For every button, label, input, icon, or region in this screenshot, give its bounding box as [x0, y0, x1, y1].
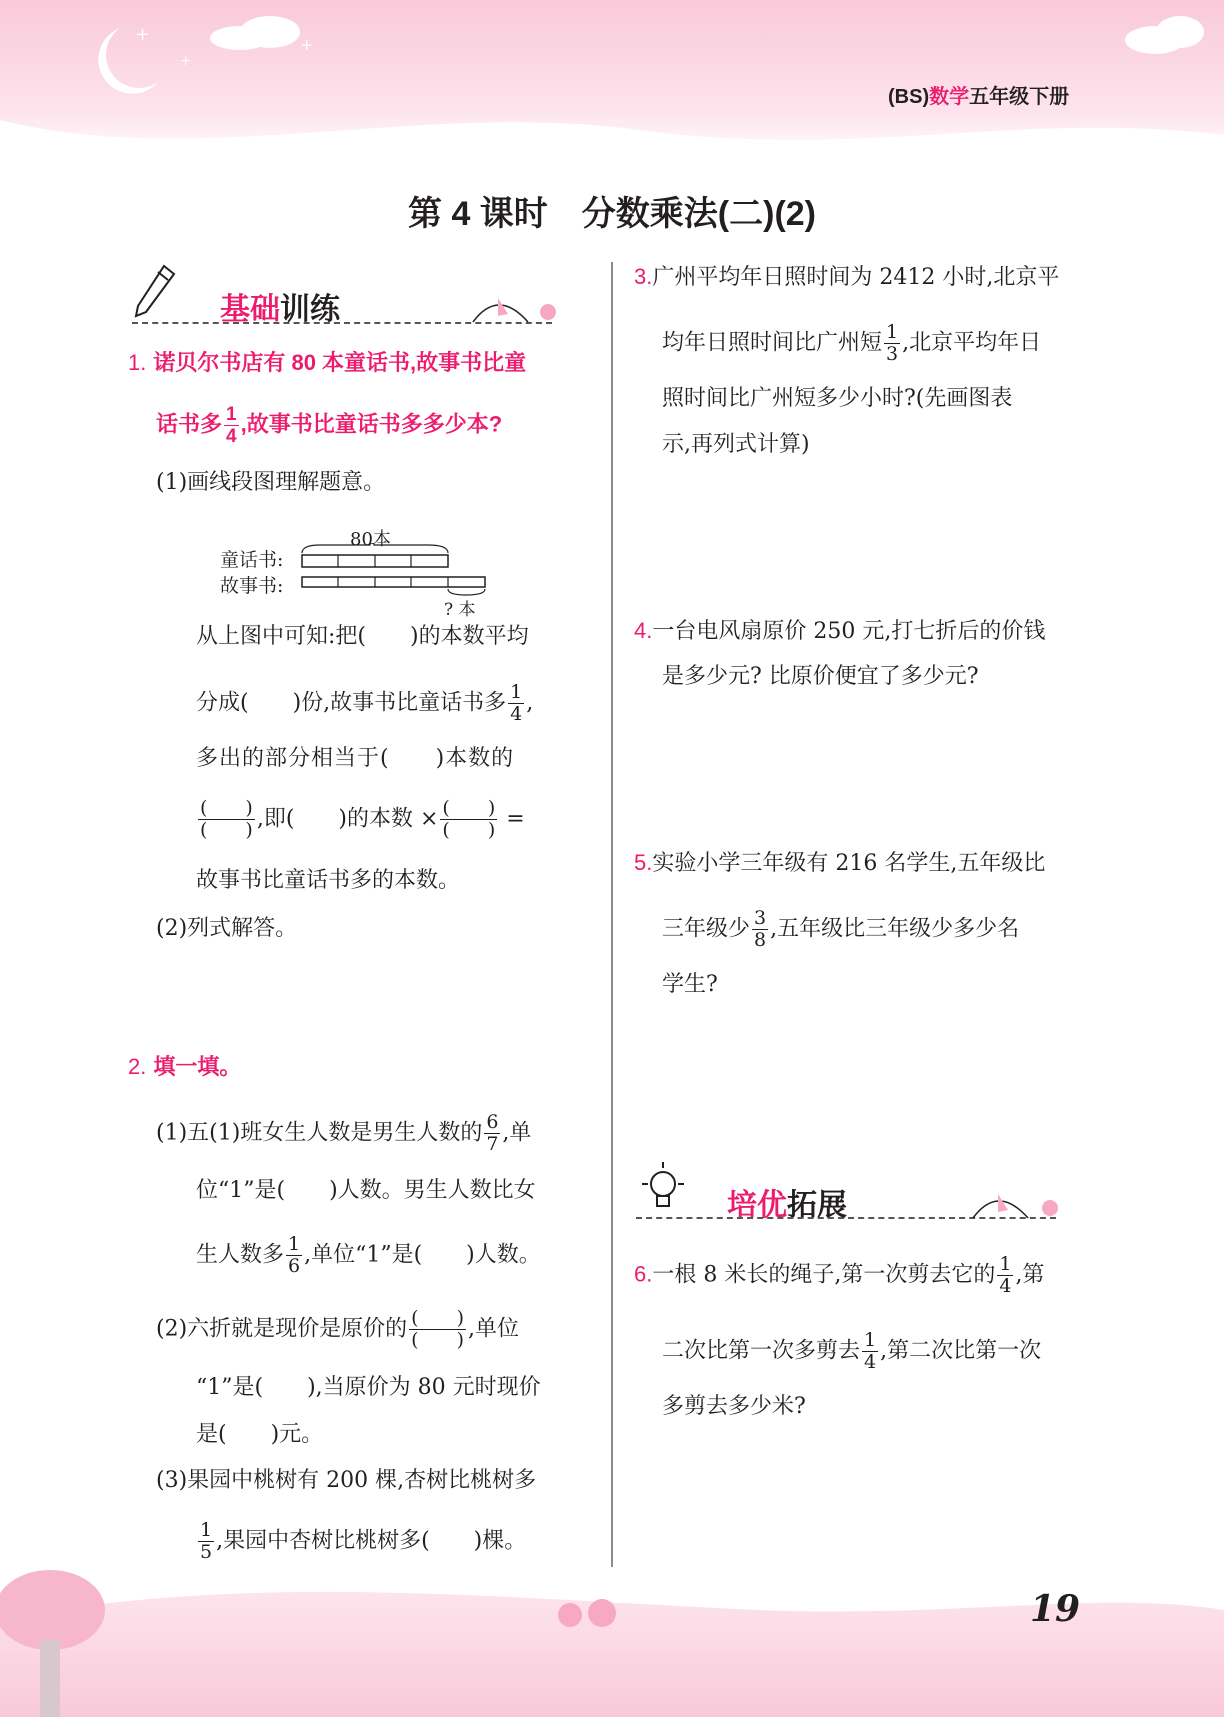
stars-icon — [130, 20, 330, 80]
q3-line3: 照时间比广州短多少小时?(先画图表 — [662, 386, 1013, 411]
q1-fill3: 多出的部分相当于( )本数的 — [196, 746, 515, 771]
q1-fill5: 故事书比童话书多的本数。 — [196, 868, 461, 893]
svg-text:+: + — [180, 53, 192, 69]
q1-fill2: 分成( )份,故事书比童话书多 $\frac{1}{4}$ , — [196, 681, 534, 725]
q1-sub2: (2)列式解答。 — [156, 916, 298, 941]
sailboat-icon — [968, 1180, 1068, 1220]
q6-line3: 多剪去多少米? — [662, 1394, 806, 1419]
q1-sub1: (1)画线段图理解题意。 — [156, 470, 386, 495]
section-basic-heading: 基础训练 — [220, 293, 340, 326]
fraction: $\frac{1}{3}$ — [886, 321, 899, 365]
lightbulb-icon — [636, 1160, 690, 1216]
q1-fill4: $\frac{( )}{( )}$ ,即( )的本数 × $\frac{( )}{( )}$ = — [200, 797, 525, 841]
q3-line2: 均年日照时间比广州短 $\frac{1}{3}$ ,北京平均年日 — [662, 321, 1042, 365]
q4-line1: 4.一台电风扇原价 250 元,打七折后的价钱 — [634, 618, 1046, 644]
q3-line4: 示,再列式计算) — [662, 432, 810, 457]
q2-p2-line3: 是( )元。 — [196, 1422, 324, 1447]
svg-text:+: + — [300, 35, 314, 54]
cloud-icon — [1110, 10, 1210, 60]
blank-fraction: $\frac{( )}{( )}$ — [411, 1307, 464, 1351]
q6-line2: 二次比第一次多剪去 $\frac{1}{4}$ ,第二次比第一次 — [662, 1329, 1042, 1373]
pencil-icon — [132, 262, 178, 320]
column-divider — [611, 262, 613, 1567]
q2-p2-line1: (2)六折就是现价是原价的 $\frac{( )}{( )}$ ,单位 — [156, 1307, 519, 1351]
q5-line1: 5.实验小学三年级有 216 名学生,五年级比 — [634, 850, 1046, 876]
page-title: 第 4 课时 分数乘法(二)(2) — [408, 195, 816, 233]
sailboat-icon — [468, 284, 568, 324]
q4-line2: 是多少元? 比原价便宜了多少元? — [662, 664, 979, 689]
q3-line1: 3.广州平均年日照时间为 2412 小时,北京平 — [634, 264, 1060, 290]
fraction: $\frac{1}{4}$ — [864, 1329, 877, 1373]
q1-fill1: 从上图中可知:把( )的本数平均 — [196, 624, 529, 649]
segment-diagram: 80本 童话书: 故事书: ? 本 — [220, 525, 490, 615]
fraction: $\frac{1}{4}$ — [226, 404, 237, 447]
q2-p1-line3: 生人数多 $\frac{1}{6}$ ,单位“1”是( )人数。 — [196, 1233, 541, 1277]
svg-text:+: + — [135, 24, 151, 45]
q2-p3-line2: $\frac{1}{5}$ ,果园中杏树比桃树多( )棵。 — [200, 1519, 527, 1563]
q5-line3: 学生? — [662, 972, 718, 997]
q2-p1-line1: (1)五(1)班女生人数是男生人数的 $\frac{6}{7}$ ,单 — [156, 1111, 532, 1155]
fraction: $\frac{3}{8}$ — [754, 907, 767, 951]
series-label: (BS)数学五年级下册 — [888, 86, 1070, 108]
flower-tree-icon — [550, 1595, 630, 1645]
page-number: 19 — [1030, 1588, 1081, 1630]
fraction: $\frac{1}{6}$ — [288, 1233, 301, 1277]
q2-p3-line1: (3)果园中桃树有 200 棵,杏树比桃树多 — [156, 1468, 537, 1493]
q2-head: 2. 填一填。 — [128, 1054, 242, 1079]
blank-fraction: $\frac{( )}{( )}$ — [200, 797, 253, 841]
section-extend-heading: 培优拓展 — [727, 1189, 847, 1222]
q1-line1: 1. 诺贝尔书店有 80 本童话书,故事书比童 — [128, 350, 527, 375]
q5-line2: 三年级少 $\frac{3}{8}$ ,五年级比三年级少多少名 — [662, 907, 1020, 951]
q6-line1: 6.一根 8 米长的绳子,第一次剪去它的 $\frac{1}{4}$ ,第 — [634, 1253, 1045, 1297]
q2-p1-line2: 位“1”是( )人数。男生人数比女 — [196, 1178, 536, 1203]
fraction: $\frac{1}{4}$ — [999, 1253, 1012, 1297]
fraction: $\frac{1}{4}$ — [510, 681, 523, 725]
blank-fraction: $\frac{( )}{( )}$ — [442, 797, 496, 841]
fraction: $\frac{6}{7}$ — [486, 1111, 499, 1155]
tree-icon — [0, 1560, 120, 1717]
q2-p2-line2: “1”是( ),当原价为 80 元时现价 — [196, 1375, 541, 1400]
fraction: $\frac{1}{5}$ — [200, 1519, 213, 1563]
q1-line2: 话书多 $\frac{1}{4}$ ,故事书比童话书多多少本? — [156, 404, 503, 447]
